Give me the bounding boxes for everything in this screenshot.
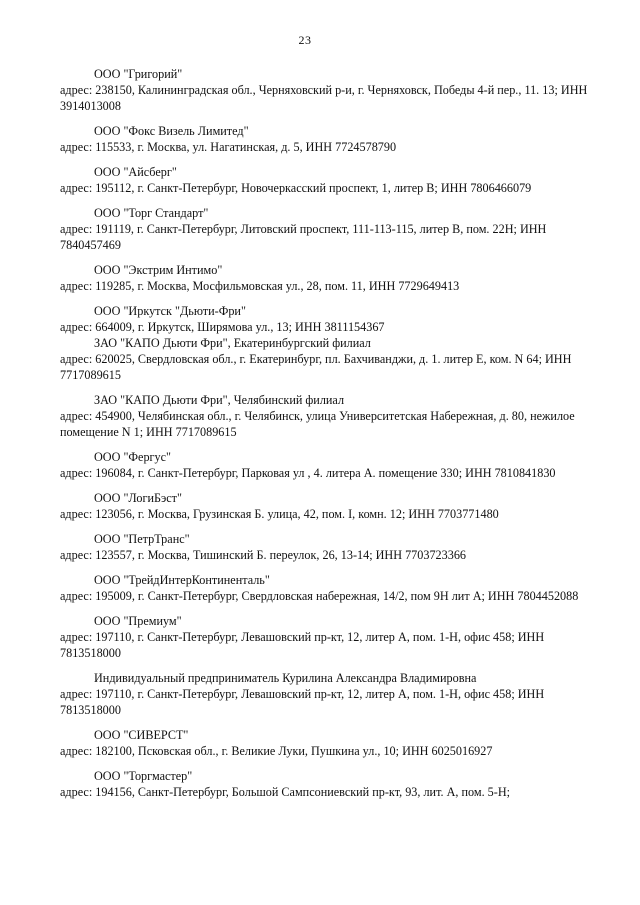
organization-address: адрес: 115533, г. Москва, ул. Нагатинская, д. 5, ИНН 7724578790 — [60, 140, 397, 154]
organization-entry — [60, 262, 600, 294]
organization-name: ООО "Григорий" — [94, 67, 183, 81]
organization-list — [60, 66, 600, 809]
organization-address: адрес: 191119, г. Санкт-Петербург, Литовский проспект, 111-113-115, литер В, пом. 22Н; ИНН 7840457469 — [60, 222, 547, 252]
organization-entry — [60, 392, 600, 440]
organization-name: ООО "Фокс Визель Лимитед" — [94, 124, 249, 138]
organization-address: адрес: 123557, г. Москва, Тишинский Б. переулок, 26, 13-14; ИНН 7703723366 — [60, 548, 467, 562]
organization-entry — [60, 303, 600, 335]
organization-address: адрес: 195009, г. Санкт-Петербург, Свердловская набережная, 14/2, пом 9Н лит А; ИНН 7804452088 — [60, 589, 579, 603]
organization-entry — [60, 531, 600, 563]
organization-address: адрес: 195112, г. Санкт-Петербург, Новочеркасский проспект, 1, литер В; ИНН 7806466079 — [60, 181, 532, 195]
organization-entry — [60, 727, 600, 759]
organization-address: адрес: 182100, Псковская обл., г. Великие Луки, Пушкина ул., 10; ИНН 6025016927 — [60, 744, 493, 758]
organization-name: ООО "Торгмастер" — [94, 769, 193, 783]
organization-name: ООО "Фергус" — [94, 450, 172, 464]
organization-name: ООО "Иркутск "Дьюти-Фри" — [94, 304, 246, 318]
organization-entry — [60, 335, 600, 383]
organization-name: ООО "Экстрим Интимо" — [94, 263, 223, 277]
organization-entry — [60, 768, 600, 800]
organization-address: адрес: 123056, г. Москва, Грузинская Б. улица, 42, пом. I, комн. 12; ИНН 7703771480 — [60, 507, 499, 521]
organization-entry — [60, 572, 600, 604]
organization-entry — [60, 670, 600, 718]
organization-name: Индивидуальный предприниматель Курилина Александра Владимировна — [94, 671, 477, 685]
organization-name: ООО "Торг Стандарт" — [94, 206, 209, 220]
organization-address: адрес: 238150, Калининградская обл., Черняховский р-и, г. Черняховск, Победы 4-й пер., 11. 13; ИНН 3914013008 — [60, 83, 588, 113]
organization-address: адрес: 196084, г. Санкт-Петербург, Парковая ул , 4. литера А. помещение 330; ИНН 7810841830 — [60, 466, 556, 480]
organization-name: ООО "ПетрТранс" — [94, 532, 190, 546]
organization-name: ООО "Премиум" — [94, 614, 182, 628]
organization-entry — [60, 613, 600, 661]
organization-address: адрес: 664009, г. Иркутск, Ширямова ул., 13; ИНН 3811154367 — [60, 320, 385, 334]
organization-entry — [60, 205, 600, 253]
organization-name: ЗАО "КАПО Дьюти Фри", Екатеринбургский филиал — [94, 336, 371, 350]
organization-name: ООО "Айсберг" — [94, 165, 177, 179]
organization-entry — [60, 490, 600, 522]
organization-name: ООО "ТрейдИнтерКонтиненталь" — [94, 573, 270, 587]
organization-entry — [60, 66, 600, 114]
organization-name: ЗАО "КАПО Дьюти Фри", Челябинский филиал — [94, 393, 345, 407]
organization-address: адрес: 197110, г. Санкт-Петербург, Левашовский пр-кт, 12, литер А, пом. 1-Н, офис 458; ИНН 7813518000 — [60, 630, 545, 660]
organization-name: ООО "ЛогиБэст" — [94, 491, 182, 505]
organization-address: адрес: 194156, Санкт-Петербург, Большой Сампсониевский пр-кт, 93, лит. А, пом. 5-Н; — [60, 785, 511, 799]
organization-address: адрес: 119285, г. Москва, Мосфильмовская ул., 28, пом. 11, ИНН 7729649413 — [60, 279, 460, 293]
organization-address: адрес: 454900, Челябинская обл., г. Челябинск, улица Университетская Набережная, д. 80, нежилое помещение N 1; ИНН 7717089615 — [60, 409, 575, 439]
organization-entry — [60, 449, 600, 481]
organization-address: адрес: 197110, г. Санкт-Петербург, Левашовский пр-кт, 12, литер А, пом. 1-Н, офис 458; ИНН 7813518000 — [60, 687, 545, 717]
organization-address: адрес: 620025, Свердловская обл., г. Екатеринбург, пл. Бахчиванджи, д. 1. литер Е, ком. N 64; ИНН 7717089615 — [60, 352, 572, 382]
organization-entry — [60, 164, 600, 196]
page-number: 23 — [298, 33, 312, 47]
organization-entry — [60, 123, 600, 155]
organization-name: ООО "СИВЕРСТ" — [94, 728, 189, 742]
